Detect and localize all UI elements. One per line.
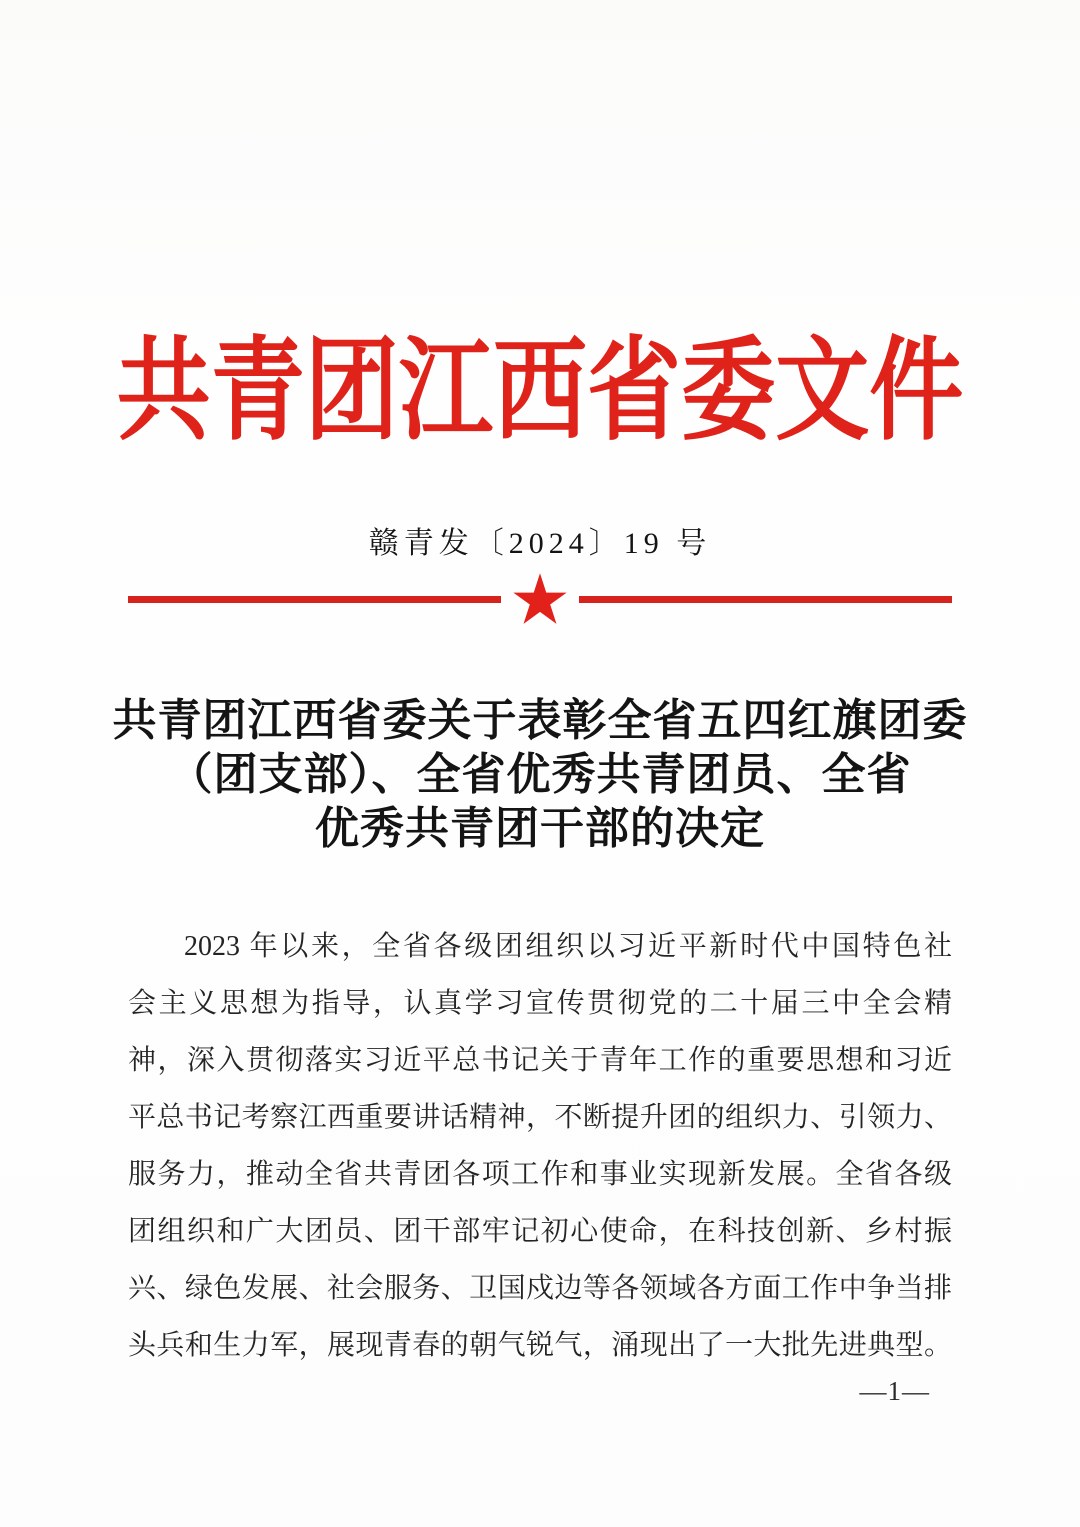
divider-bar-right	[579, 596, 952, 603]
document-title-line: 共青团江西省委关于表彰全省五四红旗团委	[112, 696, 968, 745]
red-star-icon	[512, 572, 568, 626]
body-line: 头兵和生力军，展现青春的朝气锐气，涌现出了一大批先进典型。	[128, 1330, 952, 1361]
page-number: —1—	[859, 1376, 930, 1406]
body-line: 服务力，推动全省共青团各项工作和事业实现新发展。全省各级	[128, 1159, 952, 1190]
body-line: 平总书记考察江西重要讲话精神，不断提升团的组织力、引领力、	[128, 1102, 952, 1133]
document-title-line: （团支部）、全省优秀共青团员、全省	[168, 750, 912, 799]
letterhead-title: 共青团江西省委文件	[116, 330, 964, 454]
body-line: 兴、绿色发展、社会服务、卫国戍边等各领域各方面工作中争当排	[128, 1273, 952, 1304]
document-number: 赣青发〔2024〕19 号	[368, 527, 712, 560]
divider-bar-left	[128, 596, 501, 603]
body-line: 2023 年以来，全省各级团组织以习近平新时代中国特色社	[184, 931, 952, 962]
body-line: 会主义思想为指导，认真学习宣传贯彻党的二十届三中全会精	[128, 988, 952, 1019]
red-divider-rule	[128, 570, 952, 628]
document-title	[0, 694, 1080, 856]
body-line: 团组织和广大团员、团干部牢记初心使命，在科技创新、乡村振	[128, 1216, 952, 1247]
document-title-line: 优秀共青团干部的决定	[315, 804, 765, 853]
document-body	[128, 918, 952, 1374]
body-line: 神，深入贯彻落实习近平总书记关于青年工作的重要思想和习近	[128, 1045, 952, 1076]
